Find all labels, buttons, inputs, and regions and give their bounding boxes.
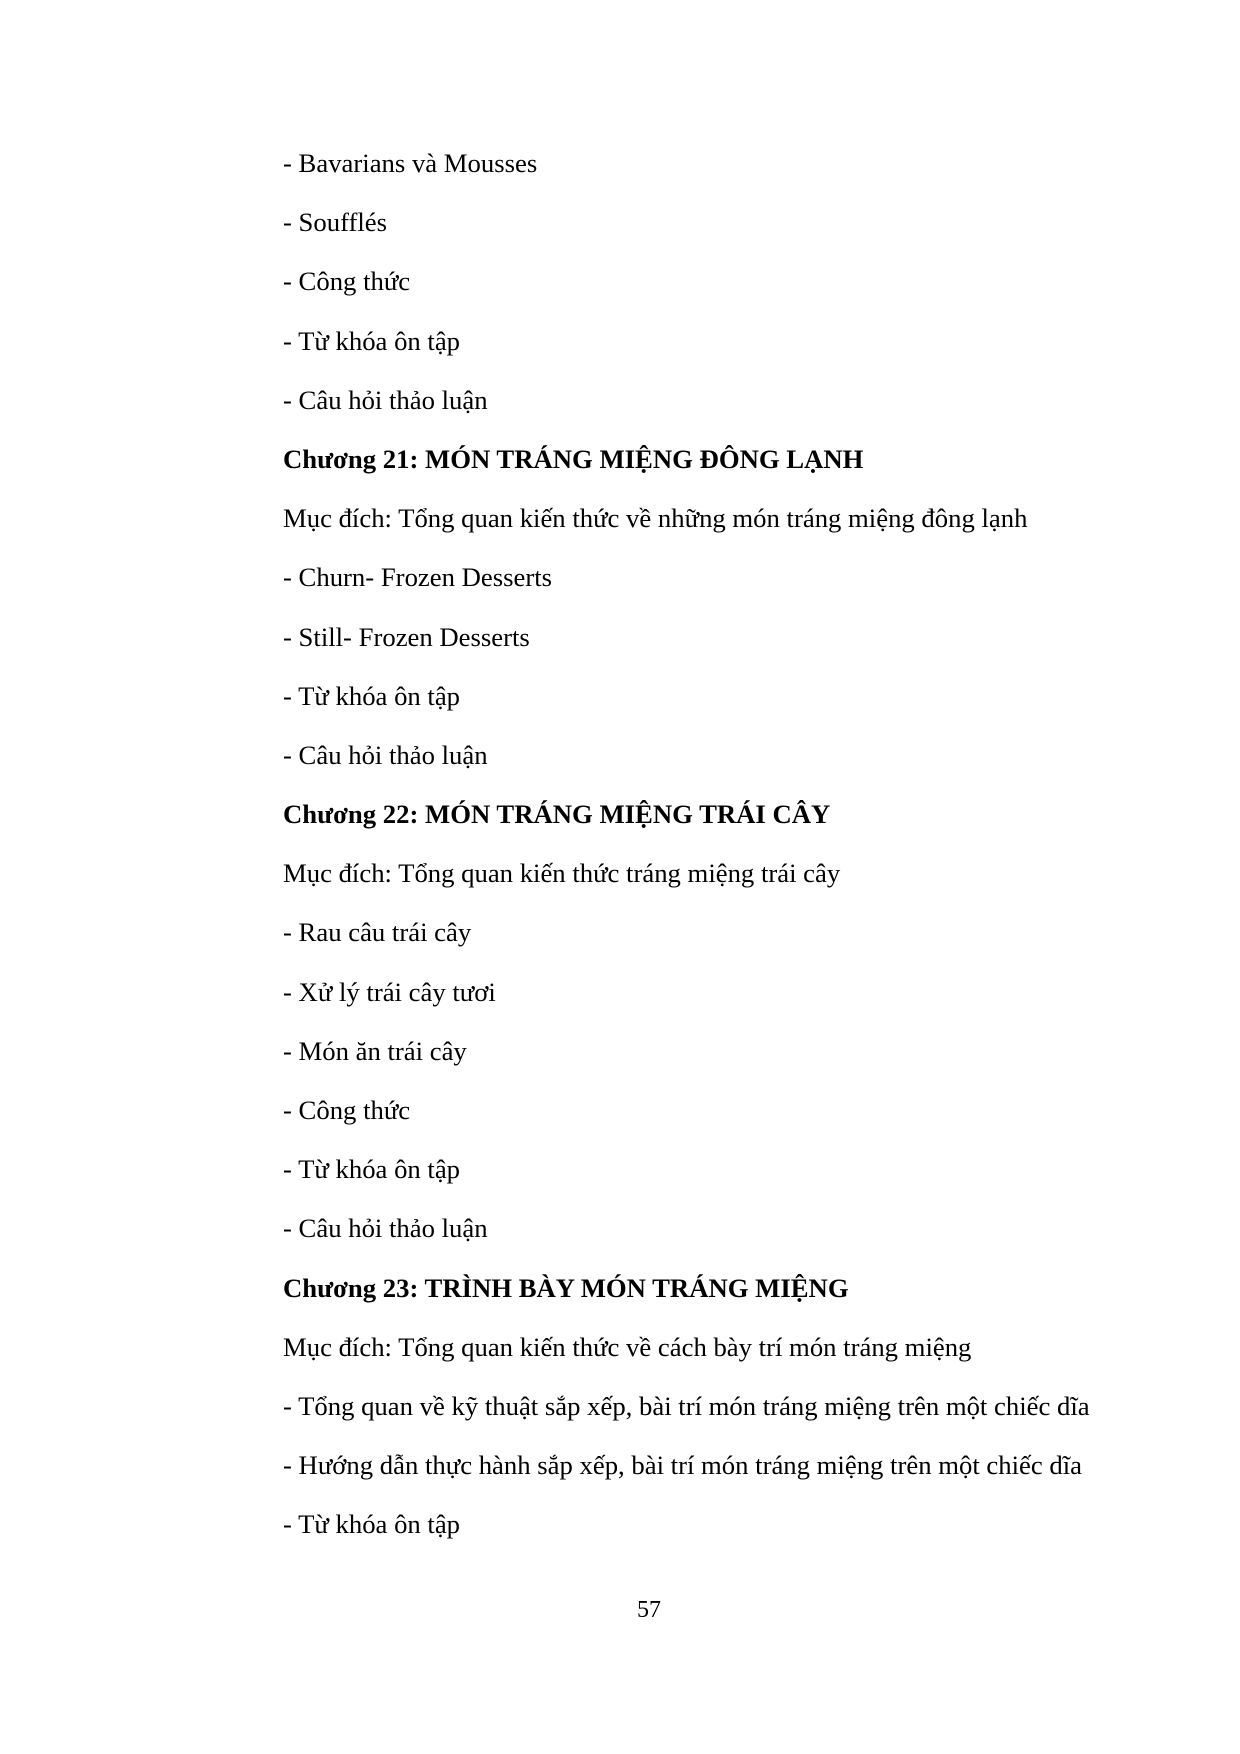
list-item: - Churn- Frozen Desserts bbox=[283, 562, 553, 593]
list-item: - Soufflés bbox=[283, 207, 388, 238]
list-item: - Từ khóa ôn tập bbox=[283, 325, 461, 356]
chapter-purpose: Mục đích: Tổng quan kiến thức về những món tráng miệng đông lạnh bbox=[283, 503, 1028, 534]
chapter-title: Chương 22: MÓN TRÁNG MIỆNG TRÁI CÂY bbox=[283, 799, 831, 830]
list-item: - Từ khóa ôn tập bbox=[283, 1154, 461, 1185]
list-item: - Công thức bbox=[283, 1095, 411, 1125]
list-item: - Món ăn trái cây bbox=[283, 1035, 467, 1066]
list-item: - Bavarians và Mousses bbox=[283, 148, 538, 178]
chapter-title: Chương 21: MÓN TRÁNG MIỆNG ĐÔNG LẠNH bbox=[283, 443, 864, 474]
list-item: - Rau câu trái cây bbox=[283, 917, 472, 948]
list-item: - Câu hỏi thảo luận bbox=[283, 739, 488, 770]
list-item: - Câu hỏi thảo luận bbox=[283, 384, 488, 415]
previous-chapter-list bbox=[283, 134, 1183, 430]
chapter-21-section bbox=[283, 430, 1183, 785]
chapter-23-section bbox=[283, 1259, 1183, 1555]
list-item: - Xử lý trái cây tươi bbox=[283, 976, 496, 1007]
page-content bbox=[283, 134, 1183, 1555]
chapter-purpose: Mục đích: Tổng quan kiến thức tráng miệng trái cây bbox=[283, 858, 841, 889]
list-item: - Từ khóa ôn tập bbox=[283, 1509, 461, 1540]
chapter-title: Chương 23: TRÌNH BÀY MÓN TRÁNG MIỆNG bbox=[283, 1272, 849, 1303]
list-item: - Hướng dẫn thực hành sắp xếp, bài trí món tráng miệng trên một chiếc dĩa bbox=[283, 1450, 1082, 1481]
chapter-purpose: Mục đích: Tổng quan kiến thức về cách bày trí món tráng miệng bbox=[283, 1331, 972, 1362]
chapter-22-section bbox=[283, 785, 1183, 1259]
list-item: - Câu hỏi thảo luận bbox=[283, 1213, 488, 1244]
list-item: - Tổng quan về kỹ thuật sắp xếp, bài trí món tráng miệng trên một chiếc dĩa bbox=[283, 1390, 1090, 1421]
list-item: - Still- Frozen Desserts bbox=[283, 621, 530, 652]
page-number: 57 bbox=[637, 1597, 661, 1623]
list-item: - Công thức bbox=[283, 266, 411, 297]
list-item: - Từ khóa ôn tập bbox=[283, 680, 461, 711]
